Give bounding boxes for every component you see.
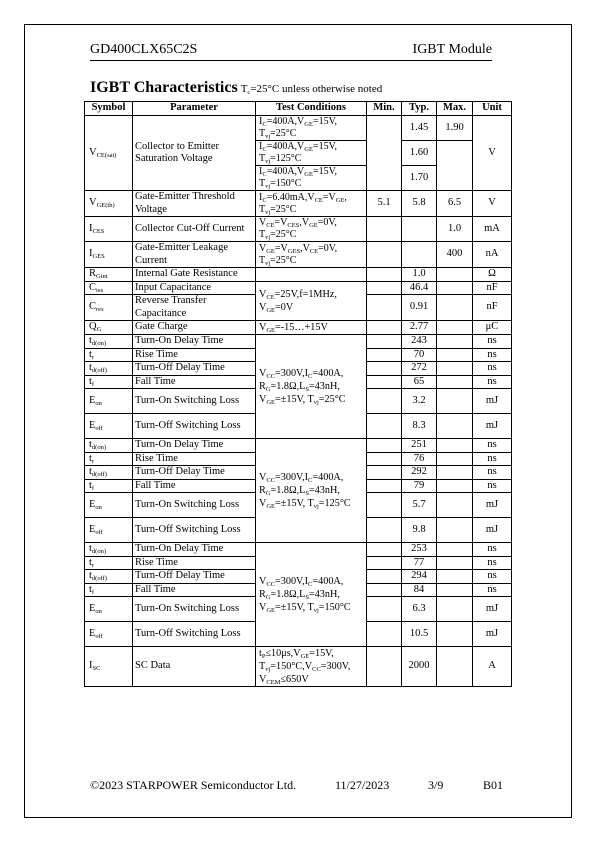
subscript: CE — [314, 196, 323, 204]
subscript: off — [95, 424, 103, 432]
subscript: vj — [313, 607, 319, 614]
max-cell — [437, 439, 473, 453]
symbol-cell: $t_{d(off)}$ — [85, 570, 133, 584]
typ-cell: 1.0 — [402, 268, 437, 282]
max-cell — [437, 622, 473, 647]
symbol-cell: $Q_G$ — [85, 321, 133, 335]
subscript: GE — [266, 399, 276, 406]
copyright: ©2023 STARPOWER Semiconductor Ltd. — [90, 778, 297, 792]
page-header — [90, 42, 492, 61]
typ-cell: 3.2 — [402, 389, 437, 414]
parameter-cell: Internal Gate Resistance — [133, 268, 256, 282]
subscript: Gint — [96, 273, 108, 280]
unit-cell: mJ — [473, 518, 512, 543]
header-cell: Typ. — [402, 102, 437, 116]
subscript: vj — [313, 503, 319, 510]
table-row — [85, 335, 512, 349]
subscript: CE — [266, 222, 275, 230]
subscript: GE — [335, 196, 345, 204]
max-cell — [437, 466, 473, 480]
conditions-cell: $V_{CC}=300V,I_C=400A$, $R_G=1.8\Omega,L_S=43nH$, $V_{GE}=\pm 15V$, $T_{vj}=125^\circ C$ — [256, 439, 367, 543]
page-number: 3/9 — [428, 778, 444, 792]
unit-cell: ns — [473, 335, 512, 349]
unit-cell: nF — [473, 295, 512, 321]
subscript: CE — [266, 293, 275, 301]
typ-cell: 9.8 — [402, 518, 437, 543]
min-cell — [367, 518, 402, 543]
parameter-cell: Turn-Off Delay Time — [133, 466, 256, 480]
min-cell — [367, 321, 402, 335]
subscript: G — [265, 594, 271, 601]
table-header-row — [85, 102, 512, 116]
section-note: $T_c=25^\circ C$ unless otherwise noted — [240, 83, 383, 96]
parameter-cell: Turn-On Switching Loss — [133, 389, 256, 414]
min-cell — [367, 439, 402, 453]
max-cell — [437, 362, 473, 376]
unit-cell: V — [473, 116, 512, 191]
min-cell — [367, 295, 402, 321]
subscript: CEM — [266, 679, 281, 686]
subscript: GE — [266, 503, 276, 510]
conditions-cell: $V_{CE}=V_{CES},V_{GE}=0V$, $T_{vj}=25^\circ C$ — [256, 217, 367, 242]
typ-cell: 5.8 — [402, 191, 437, 217]
parameter-cell: Turn-On Delay Time — [133, 439, 256, 453]
subscript: C — [308, 581, 313, 588]
parameter-cell: Turn-On Switching Loss — [133, 493, 256, 518]
unit-cell: ns — [473, 362, 512, 376]
unit-cell: V — [473, 191, 512, 217]
parameter-cell: Turn-Off Delay Time — [133, 362, 256, 376]
symbol-cell: $t_r$ — [85, 556, 133, 570]
unit-cell: ns — [473, 466, 512, 480]
unit-cell: mJ — [473, 597, 512, 622]
max-cell — [437, 597, 473, 622]
subscript: SC — [92, 665, 101, 673]
typ-cell: 77 — [402, 556, 437, 570]
unit-cell: mJ — [473, 414, 512, 439]
max-cell — [437, 295, 473, 321]
min-cell — [367, 479, 402, 493]
min-cell — [367, 583, 402, 597]
min-cell — [367, 348, 402, 362]
subscript: d(off) — [91, 367, 107, 374]
subscript: vj — [313, 399, 319, 406]
subscript: CE — [309, 247, 319, 255]
min-cell: 5.1 — [367, 191, 402, 217]
min-cell — [367, 543, 402, 557]
section-title: IGBT Characteristics — [90, 79, 238, 96]
unit-cell: ns — [473, 439, 512, 453]
subscript: vj — [265, 133, 271, 140]
subscript: CES — [92, 227, 105, 235]
conditions-cell: $I_C=6.40mA,V_{CE}=V_{GE}$, $T_{vj}=25^\circ C$ — [256, 191, 367, 217]
subscript: f — [91, 484, 95, 492]
table-row — [85, 281, 512, 295]
max-cell — [437, 493, 473, 518]
unit-cell: ns — [473, 543, 512, 557]
max-cell — [437, 321, 473, 335]
min-cell — [367, 281, 402, 295]
min-cell — [367, 622, 402, 647]
subscript: S — [305, 490, 309, 497]
conditions-cell: $V_{GE}=-15\dots+15V$ — [256, 321, 367, 335]
typ-cell: 294 — [402, 570, 437, 584]
subscript: G — [265, 386, 271, 393]
igbt-characteristics-table — [84, 101, 512, 687]
unit-cell: ns — [473, 479, 512, 493]
symbol-cell: $t_f$ — [85, 479, 133, 493]
subscript: on — [95, 503, 102, 511]
conditions-cell: $I_C=400A,V_{GE}=15V$, $T_{vj}=25^\circ C$ — [256, 116, 367, 141]
typ-cell: 46.4 — [402, 281, 437, 295]
subscript: CC — [312, 666, 321, 673]
conditions-cell: $V_{CC}=300V,I_C=400A$, $R_G=1.8\Omega,L_S=43nH$, $V_{GE}=\pm 15V$, $T_{vj}=25^\circ C$ — [256, 335, 367, 439]
parameter-cell: Collector Cut-Off Current — [133, 217, 256, 242]
section-heading — [90, 79, 382, 97]
subscript: CC — [266, 581, 276, 588]
min-cell — [367, 242, 402, 268]
table-row — [85, 543, 512, 557]
parameter-cell: Input Capacitance — [133, 281, 256, 295]
max-cell — [437, 543, 473, 557]
typ-cell: 251 — [402, 439, 437, 453]
typ-cell: 0.91 — [402, 295, 437, 321]
subscript: CC — [266, 477, 276, 484]
typ-cell: 2000 — [402, 647, 437, 687]
min-cell — [367, 268, 402, 282]
min-cell — [367, 389, 402, 414]
header-cell: Max. — [437, 102, 473, 116]
min-cell — [367, 597, 402, 622]
typ-cell: 6.3 — [402, 597, 437, 622]
symbol-cell: $E_{off}$ — [85, 414, 133, 439]
unit-cell: mJ — [473, 389, 512, 414]
subscript: GES — [92, 253, 105, 261]
symbol-cell: $E_{off}$ — [85, 622, 133, 647]
subscript: vj — [265, 208, 271, 216]
max-cell — [437, 281, 473, 295]
typ-cell: 272 — [402, 362, 437, 376]
symbol-cell: $t_{d(off)}$ — [85, 466, 133, 480]
subscript: G — [96, 326, 102, 334]
table-row — [85, 439, 512, 453]
typ-cell: 253 — [402, 543, 437, 557]
parameter-cell: Fall Time — [133, 583, 256, 597]
typ-cell — [402, 217, 437, 242]
subscript: C — [262, 121, 267, 129]
symbol-cell: $t_f$ — [85, 375, 133, 389]
subscript: GE — [304, 171, 313, 179]
parameter-cell: Gate-Emitter Threshold Voltage — [133, 191, 256, 217]
max-cell — [437, 556, 473, 570]
subscript: S — [305, 386, 309, 393]
symbol-cell: $t_f$ — [85, 583, 133, 597]
subscript: GE — [266, 327, 276, 334]
subscript: vj — [265, 158, 271, 165]
max-cell — [437, 414, 473, 439]
unit-cell: ns — [473, 348, 512, 362]
conditions-cell: $V_{CC}=300V,I_C=400A$, $R_G=1.8\Omega,L_S=43nH$, $V_{GE}=\pm 15V$, $T_{vj}=150^\circ C$ — [256, 543, 367, 647]
table-row — [85, 217, 512, 242]
typ-cell: 65 — [402, 375, 437, 389]
table-row — [85, 191, 512, 217]
subscript: GE — [266, 306, 276, 314]
table-row — [85, 647, 512, 687]
subscript: S — [305, 594, 309, 601]
min-cell — [367, 466, 402, 480]
max-cell — [437, 479, 473, 493]
header-cell: Min. — [367, 102, 402, 116]
typ-cell: 1.60 — [402, 141, 437, 166]
table-row — [85, 321, 512, 335]
parameter-cell: Fall Time — [133, 375, 256, 389]
subscript: ies — [96, 286, 104, 294]
subscript: CE(sat) — [96, 151, 117, 159]
subscript: GE — [304, 121, 313, 129]
subscript: f — [91, 380, 95, 388]
symbol-cell: $t_{d(off)}$ — [85, 362, 133, 376]
parameter-cell: SC Data — [133, 647, 256, 687]
symbol-cell: $V_{GE(th)}$ — [85, 191, 133, 217]
symbol-cell: $E_{on}$ — [85, 389, 133, 414]
subscript: vj — [265, 259, 271, 267]
max-cell — [437, 335, 473, 349]
min-cell — [367, 375, 402, 389]
subscript: c — [247, 89, 251, 96]
unit-cell: nA — [473, 242, 512, 268]
unit-cell: ns — [473, 583, 512, 597]
subscript: r — [91, 353, 95, 361]
parameter-cell: Turn-On Switching Loss — [133, 597, 256, 622]
parameter-cell: Rise Time — [133, 556, 256, 570]
conditions-cell: $I_C=400A,V_{GE}=15V$, $T_{vj}=125^\circ C$ — [256, 141, 367, 166]
conditions-cell: $I_C=400A,V_{GE}=15V$, $T_{vj}=150^\circ C$ — [256, 166, 367, 191]
subscript: on — [95, 607, 102, 615]
subscript: vj — [265, 183, 271, 190]
max-cell — [437, 452, 473, 466]
subscript: CC — [266, 373, 276, 380]
min-cell — [367, 570, 402, 584]
typ-cell: 8.3 — [402, 414, 437, 439]
symbol-cell: $t_{d(on)}$ — [85, 543, 133, 557]
symbol-cell: $t_r$ — [85, 348, 133, 362]
max-cell: 6.5 — [437, 191, 473, 217]
header-cell: Test Conditions — [256, 102, 367, 116]
conditions-cell: $V_{CE}=25V,f=1MHz$, $V_{GE}=0V$ — [256, 281, 367, 321]
parameter-cell: Collector to Emitter Saturation Voltage — [133, 116, 256, 191]
subscript: r — [91, 561, 95, 569]
typ-cell: 292 — [402, 466, 437, 480]
symbol-cell: $E_{on}$ — [85, 597, 133, 622]
symbol-cell: $E_{off}$ — [85, 518, 133, 543]
table-row — [85, 116, 512, 141]
subscript: vj — [265, 234, 271, 241]
subscript: GE(th) — [96, 202, 115, 210]
min-cell — [367, 217, 402, 242]
max-cell — [437, 570, 473, 584]
min-cell — [367, 116, 402, 191]
subscript: C — [262, 171, 267, 179]
min-cell — [367, 452, 402, 466]
symbol-cell: $V_{CE(sat)}$ — [85, 116, 133, 191]
max-cell — [437, 583, 473, 597]
subscript: CES — [287, 222, 300, 230]
subscript: C — [308, 477, 313, 484]
symbol-cell: $t_r$ — [85, 452, 133, 466]
parameter-cell: Turn-Off Switching Loss — [133, 518, 256, 543]
typ-cell: 243 — [402, 335, 437, 349]
subscript: GE — [300, 653, 310, 660]
conditions-cell: $V_{GE}=V_{GES},V_{CE}=0V$, $T_{vj}=25^\circ C$ — [256, 242, 367, 268]
symbol-cell: $I_{CES}$ — [85, 217, 133, 242]
max-cell: 400 — [437, 242, 473, 268]
min-cell — [367, 335, 402, 349]
header-cell: Symbol — [85, 102, 133, 116]
subscript: d(on) — [91, 340, 107, 347]
symbol-cell: $I_{SC}$ — [85, 647, 133, 687]
subscript: C — [262, 146, 267, 154]
parameter-cell: Turn-Off Switching Loss — [133, 414, 256, 439]
unit-cell: μC — [473, 321, 512, 335]
max-cell — [437, 647, 473, 687]
header-cell: Unit — [473, 102, 512, 116]
subscript: d(off) — [91, 575, 107, 582]
min-cell — [367, 493, 402, 518]
symbol-cell: $C_{res}$ — [85, 295, 133, 321]
subscript: f — [91, 588, 95, 596]
parameter-cell: Turn-Off Delay Time — [133, 570, 256, 584]
conditions-cell: $t_P\le 10\mu s,V_{GE}=15V$, $T_{vj}=150^\circ C,V_{CC}=300V$, $V_{CEM}\le 650V$ — [256, 647, 367, 687]
max-cell — [437, 141, 473, 191]
min-cell — [367, 647, 402, 687]
subscript: off — [95, 528, 103, 536]
subscript: off — [95, 632, 103, 640]
unit-cell: ns — [473, 570, 512, 584]
footer-date: 11/27/2023 — [335, 778, 390, 792]
subscript: C — [308, 373, 313, 380]
max-cell — [437, 375, 473, 389]
typ-cell: 2.77 — [402, 321, 437, 335]
parameter-cell: Turn-On Delay Time — [133, 335, 256, 349]
unit-cell: nF — [473, 281, 512, 295]
typ-cell: 1.45 — [402, 116, 437, 141]
max-cell — [437, 389, 473, 414]
unit-cell: mA — [473, 217, 512, 242]
parameter-cell: Rise Time — [133, 348, 256, 362]
subscript: GE — [266, 247, 275, 255]
subscript: on — [95, 399, 102, 407]
typ-cell — [402, 242, 437, 268]
subscript: res — [96, 306, 104, 314]
typ-cell: 84 — [402, 583, 437, 597]
part-number: GD400CLX65C2S — [90, 42, 198, 57]
subscript: vj — [265, 666, 271, 673]
subscript: P — [261, 653, 266, 660]
subscript: GE — [309, 222, 318, 230]
typ-cell: 1.70 — [402, 166, 437, 191]
parameter-cell: Reverse Transfer Capacitance — [133, 295, 256, 321]
typ-cell: 79 — [402, 479, 437, 493]
parameter-cell: Turn-Off Switching Loss — [133, 622, 256, 647]
subscript: d(on) — [91, 548, 107, 555]
subscript: r — [91, 457, 95, 465]
unit-cell: mJ — [473, 493, 512, 518]
symbol-cell: $t_{d(on)}$ — [85, 335, 133, 349]
parameter-cell: Gate-Emitter Leakage Current — [133, 242, 256, 268]
subscript: GE — [266, 607, 276, 614]
subscript: d(off) — [91, 471, 107, 478]
min-cell — [367, 414, 402, 439]
min-cell — [367, 362, 402, 376]
typ-cell: 76 — [402, 452, 437, 466]
unit-cell: Ω — [473, 268, 512, 282]
parameter-cell: Fall Time — [133, 479, 256, 493]
typ-cell: 5.7 — [402, 493, 437, 518]
unit-cell: mJ — [473, 622, 512, 647]
min-cell — [367, 556, 402, 570]
revision: B01 — [483, 778, 504, 792]
subscript: G — [265, 490, 271, 497]
typ-cell: 10.5 — [402, 622, 437, 647]
conditions-cell — [256, 268, 367, 282]
parameter-cell: Turn-On Delay Time — [133, 543, 256, 557]
table-row — [85, 268, 512, 282]
subscript: C — [262, 196, 267, 204]
unit-cell: ns — [473, 556, 512, 570]
symbol-cell: $I_{GES}$ — [85, 242, 133, 268]
document-type: IGBT Module — [412, 42, 492, 57]
unit-cell: A — [473, 647, 512, 687]
parameter-cell: Rise Time — [133, 452, 256, 466]
unit-cell: ns — [473, 375, 512, 389]
symbol-cell: $R_{Gint}$ — [85, 268, 133, 282]
table-row — [85, 242, 512, 268]
max-cell: 1.90 — [437, 116, 473, 141]
symbol-cell: $E_{on}$ — [85, 493, 133, 518]
max-cell: 1.0 — [437, 217, 473, 242]
max-cell — [437, 518, 473, 543]
max-cell — [437, 348, 473, 362]
subscript: GES — [287, 247, 301, 255]
symbol-cell: $t_{d(on)}$ — [85, 439, 133, 453]
symbol-cell: $C_{ies}$ — [85, 281, 133, 295]
subscript: d(on) — [91, 444, 107, 451]
subscript: GE — [304, 146, 313, 154]
typ-cell: 70 — [402, 348, 437, 362]
parameter-cell: Gate Charge — [133, 321, 256, 335]
header-cell: Parameter — [133, 102, 256, 116]
max-cell — [437, 268, 473, 282]
unit-cell: ns — [473, 452, 512, 466]
